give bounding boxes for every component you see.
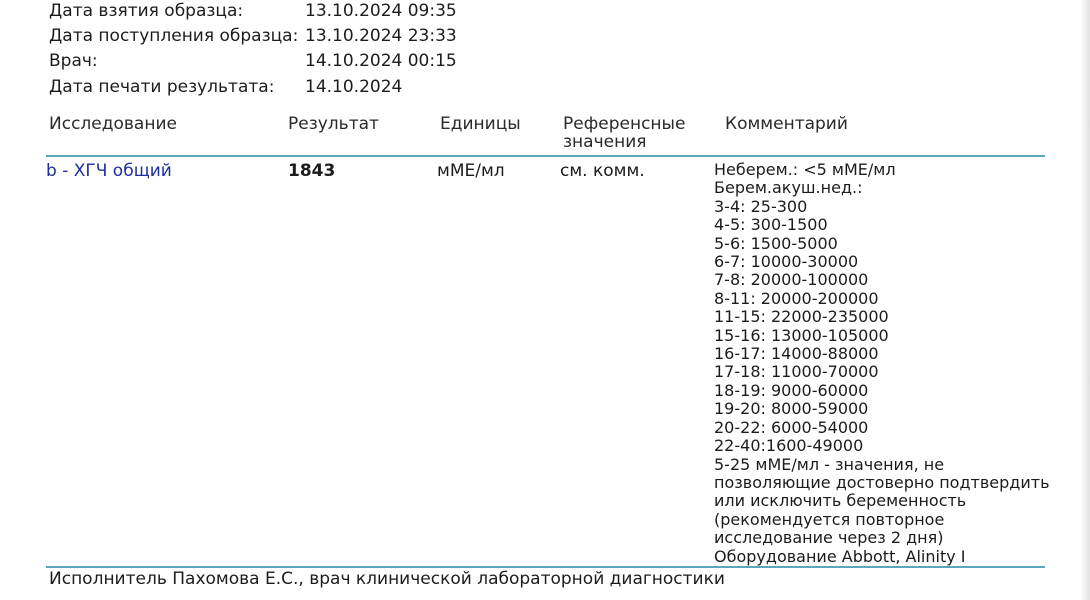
comment-line: 20-22: 6000-54000 bbox=[714, 417, 869, 437]
comment-line: Неберем.: <5 мМЕ/мл bbox=[714, 160, 896, 179]
reference-value: см. комм. bbox=[560, 161, 645, 181]
result-value: 1843 bbox=[288, 161, 336, 181]
header-test: Исследование bbox=[49, 114, 177, 134]
comment-line: Оборудование Abbott, Alinity I bbox=[714, 546, 966, 566]
comment-line: 15-16: 13000-105000 bbox=[714, 325, 889, 345]
comment-line: 11-15: 22000-235000 bbox=[714, 307, 889, 327]
comment-line: исследование через 2 дня) bbox=[714, 528, 944, 548]
header-result: Результат bbox=[288, 114, 379, 134]
comment-line: 22-40:1600-49000 bbox=[714, 436, 864, 456]
comment-line: 3-4: 25-300 bbox=[714, 196, 808, 216]
page-edge-shadow bbox=[1080, 0, 1090, 600]
doctor-label: Врач: bbox=[49, 51, 98, 71]
header-reference-line2: значения bbox=[563, 132, 647, 152]
header-units: Единицы bbox=[440, 114, 521, 134]
comment-line: 18-19: 9000-60000 bbox=[714, 380, 869, 400]
comment-line: позволяющие достоверно подтвердить bbox=[714, 472, 1050, 492]
header-reference bbox=[563, 115, 685, 151]
comment-line: 5-6: 1500-5000 bbox=[714, 233, 838, 253]
comment-line: 6-7: 10000-30000 bbox=[714, 252, 859, 272]
comment-line: 17-18: 11000-70000 bbox=[714, 362, 879, 382]
comment-line: (рекомендуется повторное bbox=[714, 509, 945, 529]
print-date-label: Дата печати результата: bbox=[49, 77, 275, 97]
header-divider bbox=[46, 155, 1045, 157]
print-date-value: 14.10.2024 bbox=[305, 77, 403, 97]
units-value: мМЕ/мл bbox=[437, 161, 505, 181]
performer-signature-line: Исполнитель Пахомова Е.С., врач клинической лабораторной диагностики bbox=[49, 569, 725, 589]
comment-line: 16-17: 14000-88000 bbox=[714, 344, 879, 364]
test-name: b - ХГЧ общий bbox=[46, 161, 172, 181]
comment-line: 7-8: 20000-100000 bbox=[714, 270, 869, 290]
comment-cell bbox=[714, 160, 1050, 566]
comment-line: 8-11: 20000-200000 bbox=[714, 288, 879, 308]
comment-line: 19-20: 8000-59000 bbox=[714, 399, 869, 419]
footer-divider bbox=[46, 566, 1045, 568]
comment-line: 5-25 мМЕ/мл - значения, не bbox=[714, 454, 945, 474]
comment-line: 4-5: 300-1500 bbox=[714, 215, 828, 235]
header-reference-line1: Референсные bbox=[563, 114, 686, 134]
sample-taken-value: 13.10.2024 09:35 bbox=[305, 1, 457, 21]
sample-taken-label: Дата взятия образца: bbox=[49, 1, 244, 21]
comment-line: или исключить беременность bbox=[714, 491, 967, 511]
sample-received-value: 13.10.2024 23:33 bbox=[305, 26, 457, 46]
comment-line: Берем.акуш.нед.: bbox=[714, 178, 863, 198]
doctor-value: 14.10.2024 00:15 bbox=[305, 51, 457, 71]
sample-received-label: Дата поступления образца: bbox=[49, 26, 299, 46]
header-comment: Комментарий bbox=[725, 114, 848, 134]
